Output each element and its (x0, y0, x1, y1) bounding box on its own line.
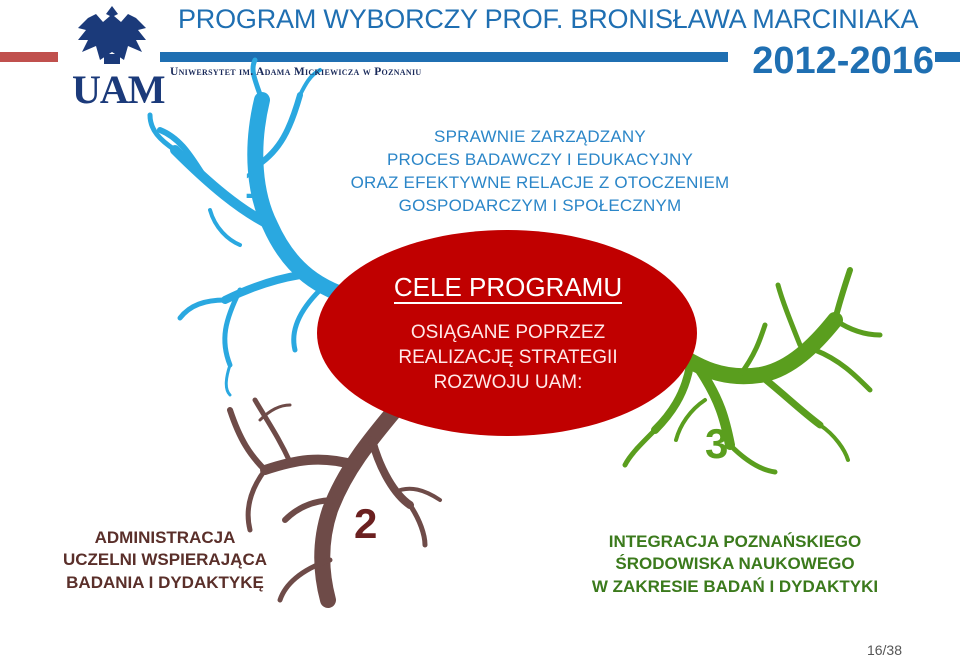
header-bar-blue (160, 52, 728, 62)
goal-1-text (340, 126, 740, 218)
goal-number-2: 2 (354, 500, 378, 547)
header-bar-blue-small (935, 52, 960, 62)
uam-logo-text: UAM (72, 67, 165, 112)
center-title (318, 272, 698, 303)
page-title: PROGRAM WYBORCZY PROF. BRONISŁAWA MARCINIAKA (178, 4, 919, 34)
goal-3-line: W ZAKRESIE BADAŃ I DYDAKTYKI (591, 576, 879, 596)
university-name: Uniwersytet im. Adama Mickiewicza w Poznaniu (170, 66, 422, 78)
center-title-text: CELE PROGRAMU (393, 272, 623, 302)
goal-number-1: 1 (244, 160, 268, 207)
years-label: 2012-2016 (752, 40, 934, 82)
eagle-icon (78, 6, 146, 64)
center-line: OSIĄGANE POPRZEZ (410, 322, 606, 343)
goal-3-text (560, 531, 910, 598)
goal-2-line: UCZELNI WSPIERAJĄCA (62, 550, 267, 570)
center-text (318, 320, 698, 395)
goal-1-line: PROCES BADAWCZY I EDUKACYJNY (387, 149, 693, 169)
goal-1-line: GOSPODARCZYM I SPOŁECZNYM (398, 195, 682, 215)
goal-2-line: ADMINISTRACJA (94, 528, 236, 547)
header-bar-red (0, 52, 58, 62)
goal-number-3: 3 (705, 420, 729, 467)
goal-3-line: INTEGRACJA POZNAŃSKIEGO (608, 532, 862, 551)
goal-2-text (40, 527, 290, 594)
goal-1-line: ORAZ EFEKTYWNE RELACJE Z OTOCZENIEM (350, 172, 730, 192)
goal-2-line: BADANIA I DYDAKTYKĘ (66, 572, 264, 592)
goal-3-line: ŚRODOWISKA NAUKOWEGO (615, 554, 855, 574)
center-line: REALIZACJĘ STRATEGII (398, 347, 618, 369)
goal-1-line: SPRAWNIE ZARZĄDZANY (434, 127, 646, 146)
center-line: ROZWOJU UAM: (433, 372, 583, 394)
page-number: 16/38 (866, 642, 902, 658)
